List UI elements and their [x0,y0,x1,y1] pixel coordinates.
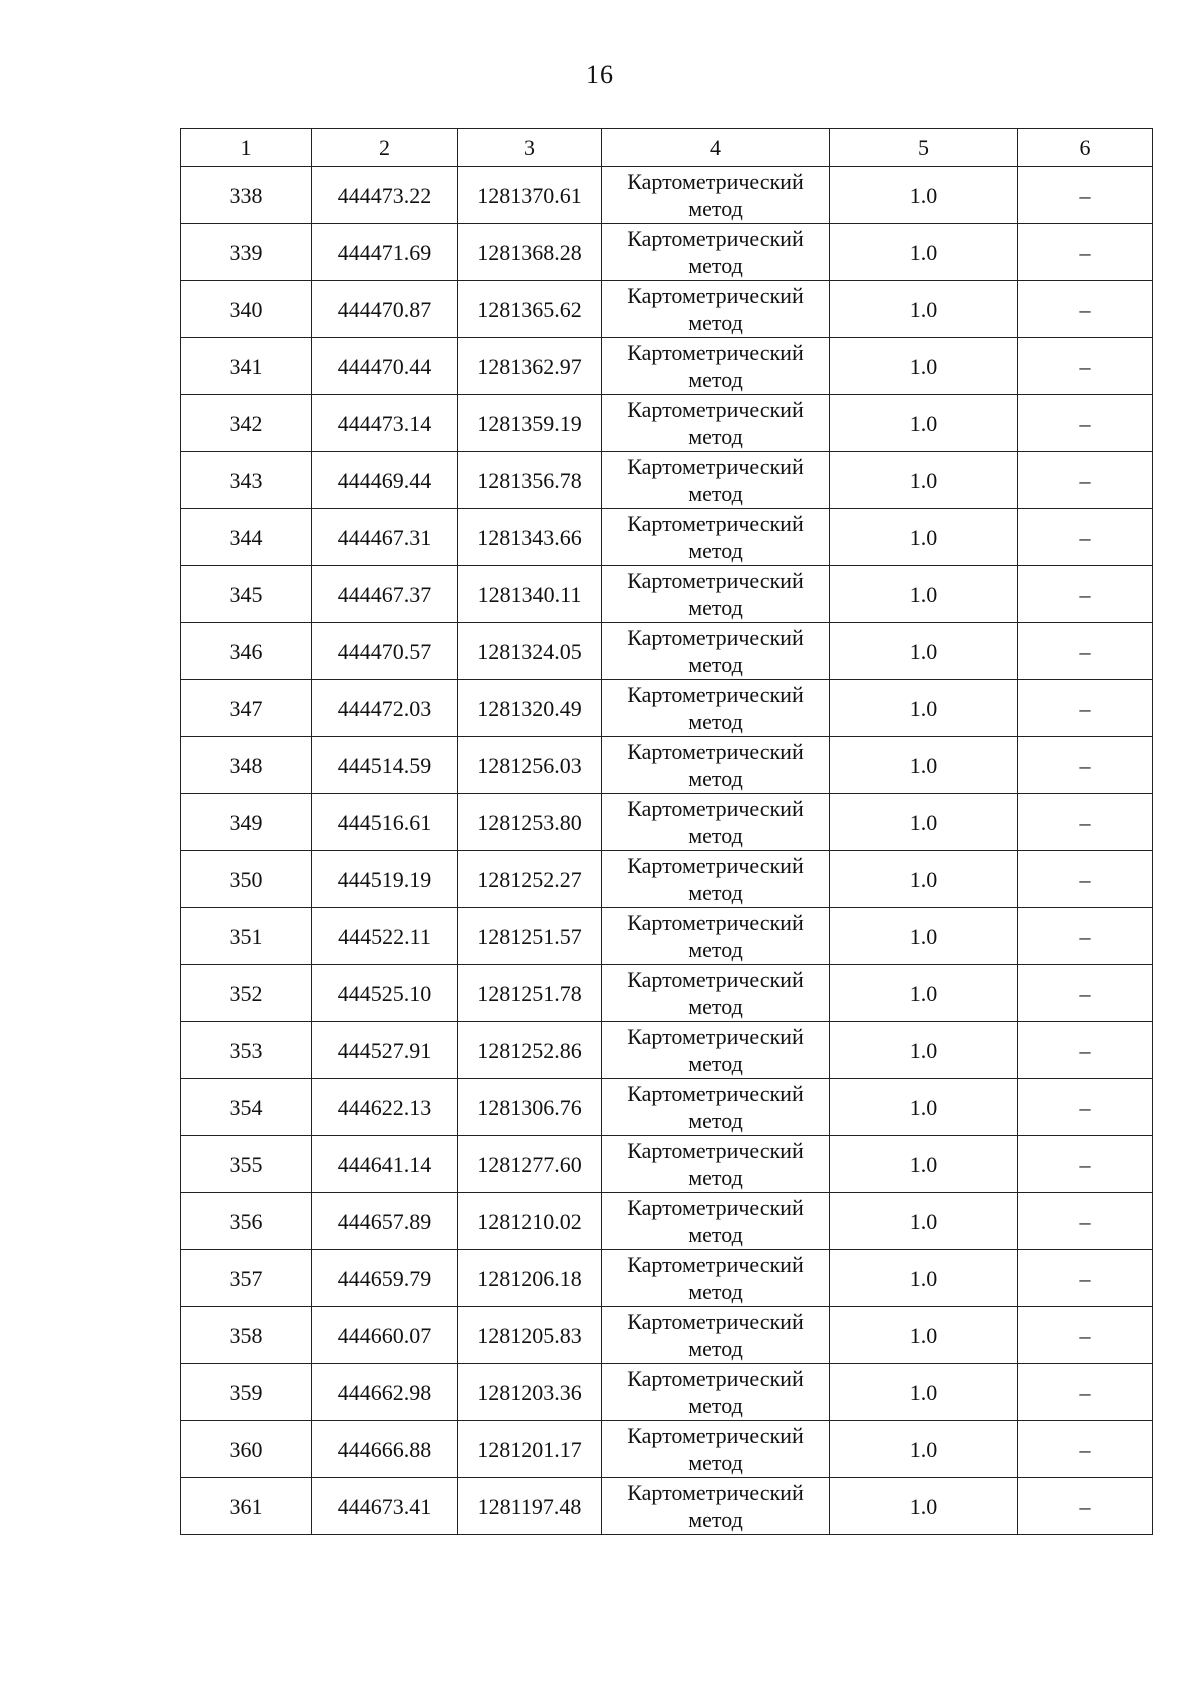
accuracy-cell: 1.0 [830,1079,1018,1136]
y-coordinate-cell: 1281324.05 [458,623,602,680]
method-line-1: Картометрический [627,853,804,878]
point-number-cell: 358 [181,1307,312,1364]
note-cell: – [1018,1421,1153,1478]
note-cell: – [1018,680,1153,737]
method-cell [602,1478,830,1535]
x-coordinate-cell: 444472.03 [312,680,458,737]
table-row [181,395,1153,452]
method-cell [602,1421,830,1478]
y-coordinate-cell: 1281370.61 [458,167,602,224]
method-line-1: Картометрический [627,1195,804,1220]
method-cell [602,1022,830,1079]
x-coordinate-cell: 444525.10 [312,965,458,1022]
note-cell: – [1018,1193,1153,1250]
method-line-2: метод [688,538,743,563]
method-line-1: Картометрический [627,1252,804,1277]
point-number-cell: 360 [181,1421,312,1478]
accuracy-cell: 1.0 [830,623,1018,680]
note-cell: – [1018,794,1153,851]
table-row [181,680,1153,737]
point-number-cell: 351 [181,908,312,965]
x-coordinate-cell: 444467.37 [312,566,458,623]
method-line-1: Картометрический [627,967,804,992]
y-coordinate-cell: 1281251.57 [458,908,602,965]
note-cell: – [1018,623,1153,680]
method-line-2: метод [688,253,743,278]
method-line-1: Картометрический [627,625,804,650]
point-number-cell: 355 [181,1136,312,1193]
table-row [181,1307,1153,1364]
x-coordinate-cell: 444514.59 [312,737,458,794]
header-cell-3: 3 [458,129,602,167]
x-coordinate-cell: 444471.69 [312,224,458,281]
method-line-1: Картометрический [627,511,804,536]
table-row [181,1478,1153,1535]
method-line-2: метод [688,937,743,962]
point-number-cell: 341 [181,338,312,395]
table-row [181,965,1153,1022]
method-line-2: метод [688,709,743,734]
accuracy-cell: 1.0 [830,452,1018,509]
point-number-cell: 348 [181,737,312,794]
method-line-2: метод [688,1165,743,1190]
method-line-1: Картометрический [627,1309,804,1334]
table-row [181,338,1153,395]
method-cell [602,167,830,224]
method-line-1: Картометрический [627,397,804,422]
x-coordinate-cell: 444527.91 [312,1022,458,1079]
method-line-2: метод [688,766,743,791]
point-number-cell: 359 [181,1364,312,1421]
table-row [181,566,1153,623]
method-cell [602,395,830,452]
point-number-cell: 342 [181,395,312,452]
method-line-2: метод [688,1108,743,1133]
table-row [181,224,1153,281]
table-row [181,452,1153,509]
table-row [181,167,1153,224]
method-cell [602,1250,830,1307]
header-cell-5: 5 [830,129,1018,167]
table-header [181,129,1153,167]
method-cell [602,1136,830,1193]
note-cell: – [1018,566,1153,623]
table-row [181,1079,1153,1136]
point-number-cell: 354 [181,1079,312,1136]
table-row [181,1022,1153,1079]
note-cell: – [1018,338,1153,395]
x-coordinate-cell: 444470.87 [312,281,458,338]
point-number-cell: 352 [181,965,312,1022]
note-cell: – [1018,851,1153,908]
method-line-1: Картометрический [627,283,804,308]
point-number-cell: 350 [181,851,312,908]
note-cell: – [1018,908,1153,965]
accuracy-cell: 1.0 [830,338,1018,395]
table-row [181,1421,1153,1478]
y-coordinate-cell: 1281201.17 [458,1421,602,1478]
method-line-2: метод [688,367,743,392]
x-coordinate-cell: 444662.98 [312,1364,458,1421]
y-coordinate-cell: 1281320.49 [458,680,602,737]
note-cell: – [1018,224,1153,281]
header-cell-1: 1 [181,129,312,167]
x-coordinate-cell: 444659.79 [312,1250,458,1307]
accuracy-cell: 1.0 [830,1250,1018,1307]
method-line-1: Картометрический [627,169,804,194]
method-line-2: метод [688,880,743,905]
note-cell: – [1018,737,1153,794]
method-line-2: метод [688,994,743,1019]
method-line-1: Картометрический [627,1081,804,1106]
note-cell: – [1018,1478,1153,1535]
accuracy-cell: 1.0 [830,680,1018,737]
method-line-2: метод [688,595,743,620]
table-row [181,794,1153,851]
y-coordinate-cell: 1281340.11 [458,566,602,623]
note-cell: – [1018,1022,1153,1079]
accuracy-cell: 1.0 [830,737,1018,794]
point-number-cell: 340 [181,281,312,338]
accuracy-cell: 1.0 [830,1421,1018,1478]
x-coordinate-cell: 444469.44 [312,452,458,509]
y-coordinate-cell: 1281356.78 [458,452,602,509]
point-number-cell: 353 [181,1022,312,1079]
note-cell: – [1018,509,1153,566]
accuracy-cell: 1.0 [830,965,1018,1022]
accuracy-cell: 1.0 [830,1136,1018,1193]
method-cell [602,908,830,965]
note-cell: – [1018,1250,1153,1307]
accuracy-cell: 1.0 [830,794,1018,851]
method-cell [602,680,830,737]
point-number-cell: 349 [181,794,312,851]
note-cell: – [1018,452,1153,509]
x-coordinate-cell: 444660.07 [312,1307,458,1364]
note-cell: – [1018,1079,1153,1136]
point-number-cell: 346 [181,623,312,680]
method-cell [602,452,830,509]
method-line-2: метод [688,652,743,677]
table-row [181,1364,1153,1421]
accuracy-cell: 1.0 [830,509,1018,566]
y-coordinate-cell: 1281359.19 [458,395,602,452]
note-cell: – [1018,1364,1153,1421]
x-coordinate-cell: 444673.41 [312,1478,458,1535]
point-number-cell: 343 [181,452,312,509]
header-cell-2: 2 [312,129,458,167]
method-cell [602,623,830,680]
accuracy-cell: 1.0 [830,1478,1018,1535]
method-cell [602,1079,830,1136]
accuracy-cell: 1.0 [830,908,1018,965]
y-coordinate-cell: 1281252.27 [458,851,602,908]
method-cell [602,737,830,794]
note-cell: – [1018,281,1153,338]
page-number: 16 [586,60,614,89]
x-coordinate-cell: 444519.19 [312,851,458,908]
method-line-1: Картометрический [627,739,804,764]
note-cell: – [1018,395,1153,452]
y-coordinate-cell: 1281206.18 [458,1250,602,1307]
accuracy-cell: 1.0 [830,1307,1018,1364]
accuracy-cell: 1.0 [830,566,1018,623]
method-line-2: метод [688,310,743,335]
point-number-cell: 356 [181,1193,312,1250]
table-row [181,737,1153,794]
point-number-cell: 344 [181,509,312,566]
table-row [181,851,1153,908]
method-cell [602,965,830,1022]
method-cell [602,1193,830,1250]
point-number-cell: 347 [181,680,312,737]
method-line-1: Картометрический [627,1480,804,1505]
accuracy-cell: 1.0 [830,395,1018,452]
method-line-1: Картометрический [627,796,804,821]
header-cell-4: 4 [602,129,830,167]
note-cell: – [1018,965,1153,1022]
method-line-1: Картометрический [627,1423,804,1448]
y-coordinate-cell: 1281368.28 [458,224,602,281]
method-cell [602,566,830,623]
accuracy-cell: 1.0 [830,1022,1018,1079]
y-coordinate-cell: 1281256.03 [458,737,602,794]
method-cell [602,338,830,395]
method-cell [602,851,830,908]
y-coordinate-cell: 1281365.62 [458,281,602,338]
method-line-2: метод [688,1507,743,1532]
method-cell [602,281,830,338]
method-line-2: метод [688,1051,743,1076]
method-cell [602,509,830,566]
method-line-2: метод [688,823,743,848]
y-coordinate-cell: 1281251.78 [458,965,602,1022]
method-line-1: Картометрический [627,340,804,365]
method-line-1: Картометрический [627,1024,804,1049]
table-body [181,167,1153,1535]
method-cell [602,1364,830,1421]
method-line-2: метод [688,424,743,449]
y-coordinate-cell: 1281210.02 [458,1193,602,1250]
x-coordinate-cell: 444622.13 [312,1079,458,1136]
method-line-1: Картометрический [627,910,804,935]
accuracy-cell: 1.0 [830,1193,1018,1250]
x-coordinate-cell: 444473.22 [312,167,458,224]
y-coordinate-cell: 1281197.48 [458,1478,602,1535]
accuracy-cell: 1.0 [830,281,1018,338]
header-row [181,129,1153,167]
method-cell [602,794,830,851]
y-coordinate-cell: 1281203.36 [458,1364,602,1421]
table-row [181,509,1153,566]
y-coordinate-cell: 1281343.66 [458,509,602,566]
method-line-1: Картометрический [627,454,804,479]
x-coordinate-cell: 444467.31 [312,509,458,566]
method-cell [602,1307,830,1364]
x-coordinate-cell: 444473.14 [312,395,458,452]
y-coordinate-cell: 1281253.80 [458,794,602,851]
header-cell-6: 6 [1018,129,1153,167]
table-row [181,623,1153,680]
table-row [181,908,1153,965]
x-coordinate-cell: 444641.14 [312,1136,458,1193]
method-line-2: метод [688,481,743,506]
point-number-cell: 357 [181,1250,312,1307]
note-cell: – [1018,1307,1153,1364]
method-line-2: метод [688,1450,743,1475]
method-line-1: Картометрический [627,682,804,707]
accuracy-cell: 1.0 [830,224,1018,281]
point-number-cell: 339 [181,224,312,281]
x-coordinate-cell: 444470.57 [312,623,458,680]
method-line-2: метод [688,196,743,221]
accuracy-cell: 1.0 [830,167,1018,224]
y-coordinate-cell: 1281362.97 [458,338,602,395]
method-line-2: метод [688,1393,743,1418]
method-line-1: Картометрический [627,226,804,251]
x-coordinate-cell: 444657.89 [312,1193,458,1250]
x-coordinate-cell: 444666.88 [312,1421,458,1478]
x-coordinate-cell: 444516.61 [312,794,458,851]
table-row [181,1193,1153,1250]
y-coordinate-cell: 1281306.76 [458,1079,602,1136]
point-number-cell: 345 [181,566,312,623]
method-line-1: Картометрический [627,1138,804,1163]
table-row [181,1136,1153,1193]
note-cell: – [1018,167,1153,224]
y-coordinate-cell: 1281252.86 [458,1022,602,1079]
note-cell: – [1018,1136,1153,1193]
method-line-2: метод [688,1222,743,1247]
point-number-cell: 361 [181,1478,312,1535]
x-coordinate-cell: 444470.44 [312,338,458,395]
accuracy-cell: 1.0 [830,1364,1018,1421]
method-line-2: метод [688,1279,743,1304]
y-coordinate-cell: 1281205.83 [458,1307,602,1364]
method-line-1: Картометрический [627,1366,804,1391]
method-cell [602,224,830,281]
x-coordinate-cell: 444522.11 [312,908,458,965]
point-number-cell: 338 [181,167,312,224]
y-coordinate-cell: 1281277.60 [458,1136,602,1193]
method-line-1: Картометрический [627,568,804,593]
table-row [181,1250,1153,1307]
table-row [181,281,1153,338]
coordinates-table [180,128,1153,1535]
method-line-2: метод [688,1336,743,1361]
accuracy-cell: 1.0 [830,851,1018,908]
